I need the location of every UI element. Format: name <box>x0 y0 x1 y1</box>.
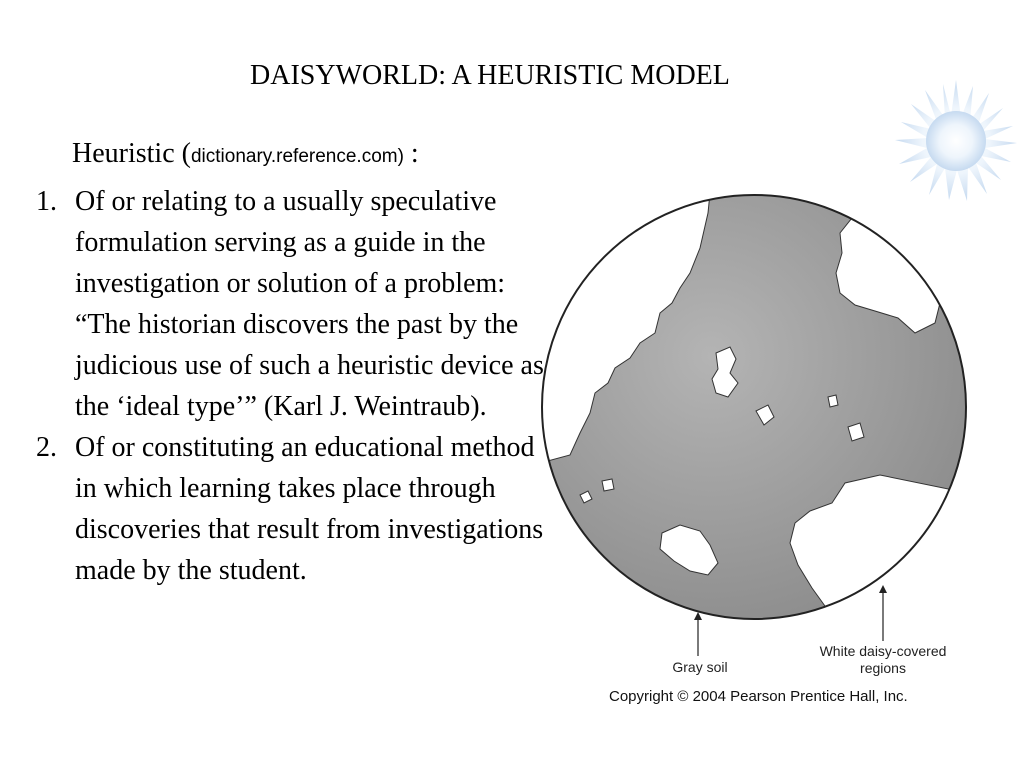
daisyworld-globe <box>540 193 968 621</box>
daisy-island-small-5 <box>828 395 838 407</box>
white-daisy-label: White daisy-covered regions <box>819 643 947 676</box>
definition-item-text: Of or relating to a usually speculative formulation serving as a guide in the investigation or solution of a problem: “The historian discovers the past by the judicious use of such a heuristic device as the ‘ideal type’” (Karl J. Weintraub). <box>75 186 544 422</box>
definition-item-number: 2. <box>36 432 57 463</box>
daisy-island-small-4 <box>602 479 614 491</box>
sun-icon <box>893 78 1019 204</box>
definition-item <box>36 427 556 591</box>
gray-soil-label: Gray soil <box>672 659 728 675</box>
definition-heading <box>72 138 419 170</box>
gray-soil-arrow <box>693 612 703 656</box>
definition-colon: : <box>403 138 419 169</box>
definition-item-number: 1. <box>36 186 57 217</box>
definition-source: dictionary.reference.com) <box>190 146 404 167</box>
definition-term: Heuristic ( <box>72 138 191 169</box>
white-daisy-arrow <box>878 585 888 641</box>
copyright-notice: Copyright © 2004 Pearson Prentice Hall, Inc. <box>609 688 908 705</box>
definition-list <box>36 181 556 591</box>
definition-item <box>36 181 556 427</box>
definition-item-text: Of or constituting an educational method in which learning takes place through discoveries that result from investigations made by the student. <box>75 432 544 586</box>
slide-title: DAISYWORLD: A HEURISTIC MODEL <box>250 60 730 91</box>
